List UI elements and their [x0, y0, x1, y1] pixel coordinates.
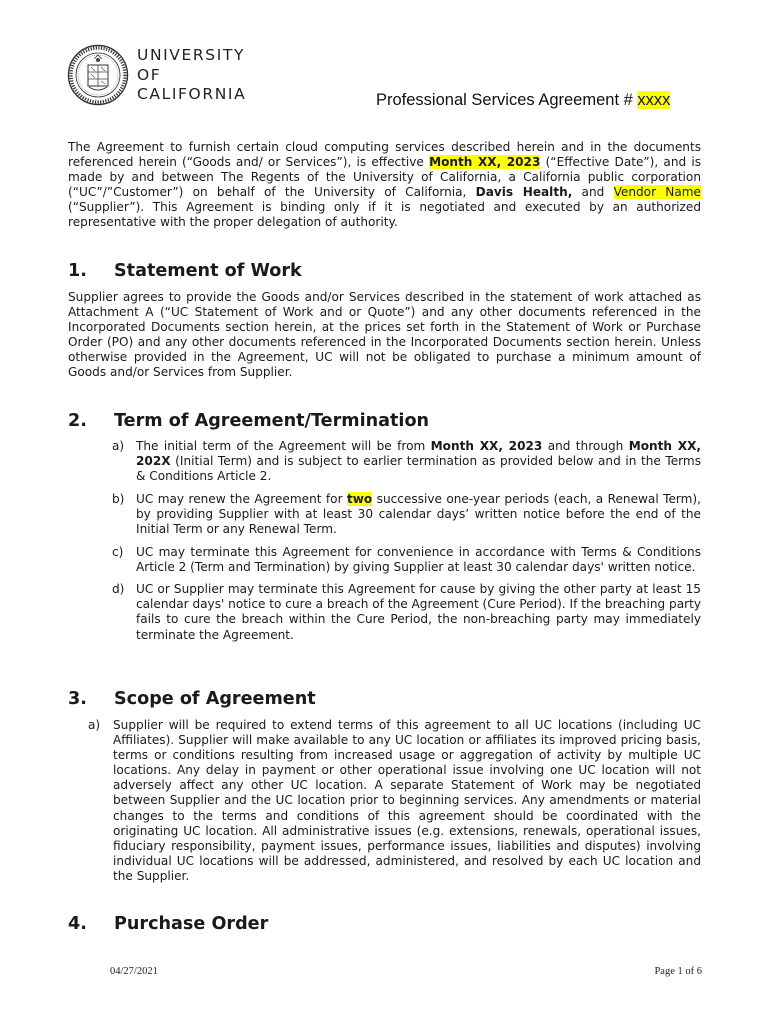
effective-date: Month XX, 2023 [429, 155, 541, 170]
section-4-title: Purchase Order [114, 914, 269, 934]
campus-name: Davis Health, [475, 185, 573, 200]
university-seal-icon [67, 44, 129, 106]
section-4-heading [68, 914, 268, 934]
section-2-list [112, 439, 701, 650]
list-item [112, 492, 701, 537]
intro-text-4: (“Supplier”). This Agreement is binding only if it is negotiated and executed by an authorized representative with the proper delegation of authority. [68, 200, 701, 230]
section-1-heading [68, 261, 302, 281]
section-1-number: 1. [68, 261, 87, 281]
list-marker: a) [112, 439, 125, 453]
list-text: and through [542, 439, 629, 453]
intro-text-2: (“Effective Date”), and is made by and between The Regents of the University of California, a California public corporation (“UC”/”Customer”) on behalf of the University of California, [68, 155, 702, 200]
list-text: UC may renew the Agreement for [136, 491, 347, 506]
intro-paragraph [68, 140, 701, 231]
list-marker: c) [112, 544, 124, 559]
list-text: UC or Supplier may terminate this Agreement for cause by giving the other party at least 15 calendar days' notice to cure a breach of the Agreement (Cure Period). If the breaching party fails to cure the breach within the Cure Period, the non-breaching party may immediately terminate the Agreement. [136, 582, 701, 642]
renewal-count: two [346, 491, 373, 506]
list-item [112, 439, 701, 484]
list-item [112, 545, 701, 575]
initial-term-end: Month XX, 202X [136, 439, 701, 469]
list-marker: d) [112, 582, 125, 597]
agreement-number: xxxx [637, 91, 671, 109]
list-text: UC may terminate this Agreement for convenience in accordance with Terms & Conditions Article 2 (Term and Termination) by giving Supplier at least 30 calendar days' written notice. [136, 544, 701, 574]
initial-term-start: Month XX, 2023 [430, 439, 543, 453]
section-1-paragraph: Supplier agrees to provide the Goods and/or Services described in the statement of work attached as Attachment A (“UC Statement of Work and or Quote”) and any other documents referenced in the Incorporated Documents section herein, at the prices set forth in the Statement of Work or Purchase Order (PO) and any other documents referenced in the Incorporated Documents section herein. Unless otherwise provided in the Agreement, UC will not be obligated to purchase a minimum amount of Goods and/or Services from Supplier. [68, 290, 701, 380]
section-2-heading [68, 411, 429, 431]
intro-text-3: and [572, 185, 614, 200]
wordmark-line-california: CALIFORNIA [137, 85, 247, 103]
section-1-title: Statement of Work [114, 261, 302, 281]
section-3-title: Scope of Agreement [114, 689, 316, 709]
section-3-number: 3. [68, 689, 87, 709]
agreement-title [376, 91, 670, 110]
intro-text-1: The Agreement to furnish certain cloud computing services described herein and in the documents referenced herein (“Goods and/ or Services”), is effective [68, 140, 701, 170]
footer-page-number: Page 1 of 6 [654, 966, 702, 977]
list-marker: a) [88, 718, 101, 732]
list-text: The initial term of the Agreement will be from [136, 439, 431, 453]
list-text: Supplier will be required to extend terms of this agreement to all UC locations (including UC Affiliates). Supplier will make available to any UC location or affiliates its improved pricing basis, terms or conditions resulting from increased usage or aggregation of activity by multiple UC locations. Any delay in payment or other operational issue involving one UC location will not adversely affect any other UC location. A separate Statement of Work may be negotiated between Supplier and the UC location prior to beginning services. Any amendments or material changes to the terms and conditions of this agreement should be coordinated with the originating UC location. All administrative issues (e.g. extensions, renewals, operational issues, fiduciary responsibility, payment issues, performance issues, liabilities and disputes) involving individual UC locations will be addressed, administered, and resolved by each UC location and the Supplier. [113, 718, 701, 883]
section-2-title: Term of Agreement/Termination [114, 411, 430, 431]
section-2-number: 2. [68, 411, 87, 431]
footer-date: 04/27/2021 [110, 966, 158, 977]
wordmark-line-of: OF [137, 65, 162, 84]
list-marker: b) [112, 491, 125, 506]
list-item [112, 582, 701, 642]
vendor-name: Vendor Name [613, 185, 701, 200]
list-text: successive one-year periods (each, a Renewal Term), by providing Supplier with at least 30 calendar days’ written notice before the end of the Initial Term or any Renewal Term. [136, 491, 701, 536]
agreement-title-text: Professional Services Agreement # [376, 91, 638, 109]
section-3-item-a [88, 718, 701, 884]
wordmark-line-university: UNIVERSITY [137, 46, 246, 64]
university-wordmark [137, 46, 246, 105]
list-text: (Initial Term) and is subject to earlier termination as provided below and in the Terms & Conditions Article 2. [136, 454, 701, 484]
section-4-number: 4. [68, 914, 87, 934]
section-3-heading [68, 689, 316, 709]
